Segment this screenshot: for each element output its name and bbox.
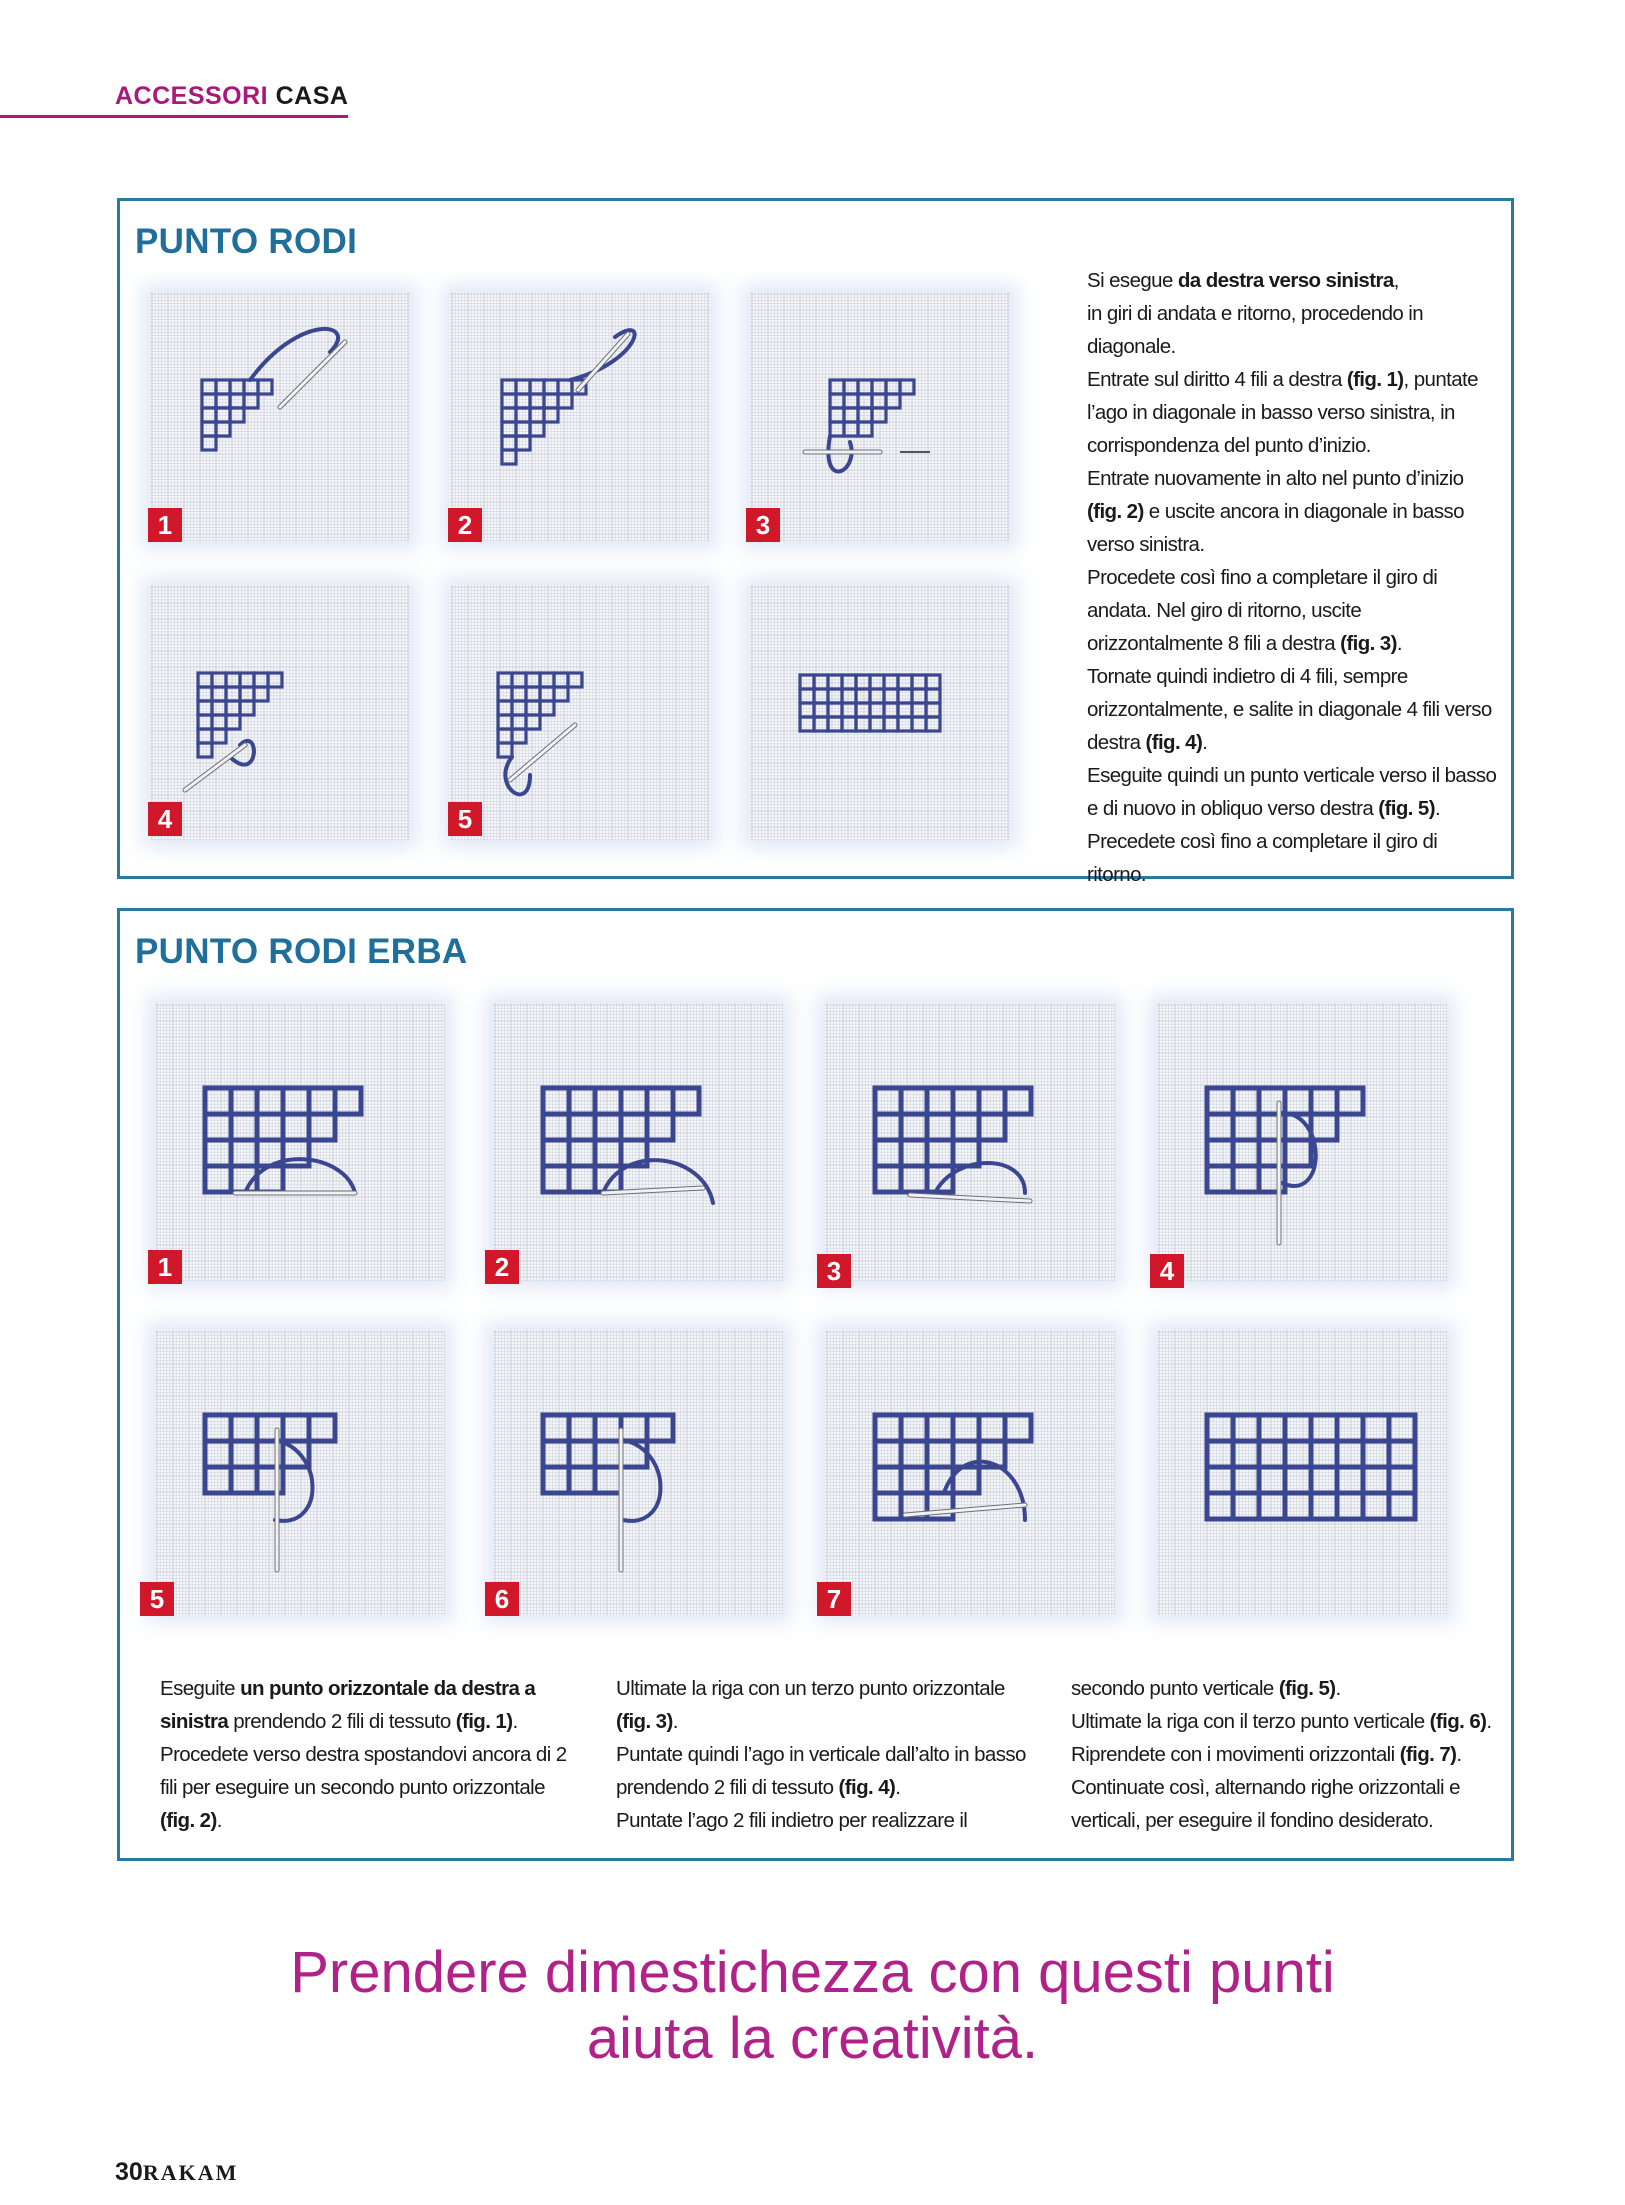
figure-number: 5: [448, 802, 482, 836]
figure-number: 4: [1150, 1254, 1184, 1288]
rodi-figure: [150, 292, 410, 542]
page-footer: [115, 2158, 238, 2187]
pull-quote: [0, 1940, 1625, 2072]
stitch-diagram: [150, 585, 410, 840]
stitch-diagram: [493, 1003, 783, 1281]
punto-rodi-title: PUNTO RODI: [135, 222, 358, 261]
stitch-diagram: [825, 1003, 1115, 1281]
stitch-diagram: [1157, 1003, 1447, 1281]
rodi-figure: [450, 585, 710, 840]
figure-number: 2: [448, 508, 482, 542]
erba-figure: [155, 1330, 445, 1615]
magazine-name: RAKAM: [142, 2160, 239, 2185]
rodi-figure: [750, 585, 1010, 840]
rodi-figure: [450, 292, 710, 542]
pull-quote-line2: aiuta la creatività.: [586, 2006, 1039, 2071]
rodi-figure: [750, 292, 1010, 542]
erba-instructions-col1: Eseguite un punto orizzontale da destra a sinistra prendendo 2 fili di tessuto (fig. 1). Procedete verso destra spostandovi ancora di 2 fili per eseguire un secondo punto orizzontale (fig. 2).: [160, 1677, 567, 1832]
figure-number: 6: [485, 1582, 519, 1616]
figure-number: 7: [817, 1582, 851, 1616]
subsection-name: CASA: [275, 82, 349, 110]
punto-rodi-erba-title: PUNTO RODI ERBA: [135, 932, 468, 971]
erba-figure: [825, 1003, 1115, 1281]
stitch-diagram: [750, 585, 1010, 840]
stitch-diagram: [155, 1003, 445, 1281]
section-name: ACCESSORI: [115, 82, 269, 110]
punto-rodi-instructions: Si esegue da destra verso sinistra, in giri di andata e ritorno, procedendo in diagonale. Entrate sul diritto 4 fili a destra (fig. 1), puntate l’ago in diagonale in basso verso sinistra, in corrispondenza del punto d’inizio. Entrate nuovamente in alto nel punto d’inizio (fig. 2) e uscite ancora in diagonale in basso verso sinistra. Procedete così fino a completare il giro di andata. Nel giro di ritorno, uscite orizzontalmente 8 fili a destra (fig. 3). Tornate quindi indietro di 4 fili, sempre orizzontalmente, e salite in diagonale 4 fili verso destra (fig. 4). Eseguite quindi un punto verticale verso il basso e di nuovo in obliquo verso destra (fig. 5). Precedete così fino a completare il giro di ritorno.: [1087, 269, 1497, 886]
erba-figure: [493, 1330, 783, 1615]
erba-instructions-col2: Ultimate la riga con un terzo punto orizzontale (fig. 3). Puntate quindi l’ago in verticale dall’alto in basso prendendo 2 fili di tessuto (fig. 4). Puntate l’ago 2 fili indietro per realizzare il: [616, 1677, 1026, 1832]
figure-number: 3: [817, 1254, 851, 1288]
erba-figure: [825, 1330, 1115, 1615]
stitch-diagram: [493, 1330, 783, 1615]
stitch-diagram: [825, 1330, 1115, 1615]
pull-quote-line1: Prendere dimestichezza con questi punti: [290, 1940, 1335, 2005]
stitch-diagram: [750, 292, 1010, 542]
stitch-diagram: [1157, 1330, 1447, 1615]
section-header: [115, 82, 348, 111]
figure-number: 3: [746, 508, 780, 542]
figure-number: 1: [148, 508, 182, 542]
erba-figure: [493, 1003, 783, 1281]
erba-instructions-col3: secondo punto verticale (fig. 5). Ultimate la riga con il terzo punto verticale (fig. 6). Riprendete con i movimenti orizzontali (fig. 7). Continuate così, alternando righe orizzontali e verticali, per eseguire il fondino desiderato.: [1071, 1677, 1492, 1832]
stitch-diagram: [155, 1330, 445, 1615]
figure-number: 2: [485, 1250, 519, 1284]
figure-number: 5: [140, 1582, 174, 1616]
page-number: 30: [115, 2158, 143, 2186]
stitch-diagram: [450, 585, 710, 840]
header-rule: [0, 115, 348, 118]
erba-figure: [155, 1003, 445, 1281]
figure-number: 4: [148, 802, 182, 836]
erba-figure: [1157, 1330, 1447, 1615]
figure-number: 1: [148, 1250, 182, 1284]
stitch-diagram: [150, 292, 410, 542]
erba-figure: [1157, 1003, 1447, 1281]
rodi-figure: [150, 585, 410, 840]
stitch-diagram: [450, 292, 710, 542]
